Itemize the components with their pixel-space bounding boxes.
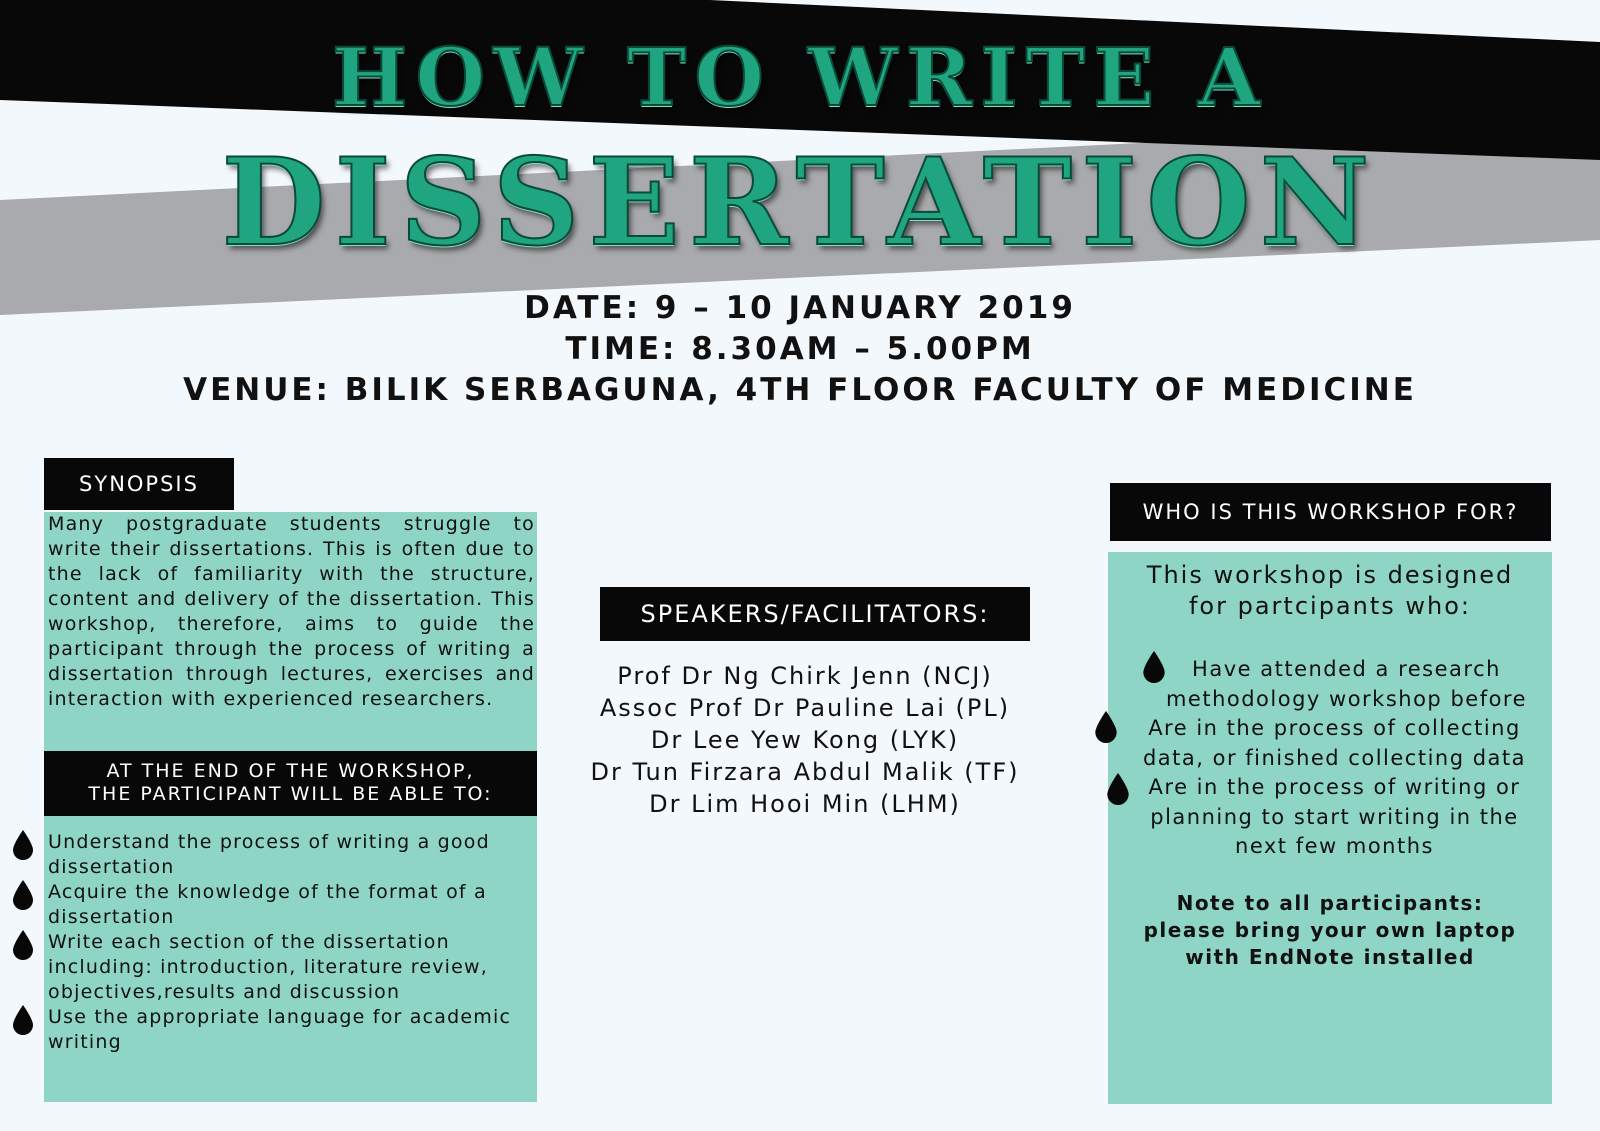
water-drop-icon xyxy=(12,1005,34,1035)
speaker-item: Prof Dr Ng Chirk Jenn (NCJ) xyxy=(617,662,993,690)
title-line-1: HOW TO WRITE A xyxy=(331,30,1269,124)
title-line-2: DISSERTATION xyxy=(221,132,1379,273)
synopsis-heading: SYNOPSIS xyxy=(44,458,234,510)
outcome-text: Acquire the knowledge of the format of a dissertation xyxy=(48,881,487,928)
audience-item xyxy=(1122,773,1547,862)
outcomes-heading xyxy=(44,751,537,816)
speakers-heading: SPEAKERS/FACILITATORS: xyxy=(600,587,1030,641)
outcome-item xyxy=(48,1005,533,1055)
audience-text: Are in the process of collecting data, or finished collecting data xyxy=(1142,716,1527,770)
speaker-item: Dr Lim Hooi Min (LHM) xyxy=(649,790,961,818)
outcome-text: Write each section of the dissertation including: introduction, literature review, objectives,results and discussion xyxy=(48,931,489,1003)
outcome-item xyxy=(48,930,533,1005)
outcomes-heading-line2: THE PARTICIPANT WILL BE ABLE TO: xyxy=(88,783,493,805)
audience-item xyxy=(1122,714,1547,773)
note-line2: please bring your own laptop xyxy=(1143,918,1517,942)
audience-text: Are in the process of writing or planning to start writing in the next few months xyxy=(1148,775,1521,858)
event-venue: VENUE: BILIK SERBAGUNA, 4TH FLOOR FACULTY OF MEDICINE xyxy=(183,372,1417,408)
outcome-list xyxy=(48,830,533,1055)
participant-note xyxy=(1108,890,1552,971)
outcomes-heading-line1: AT THE END OF THE WORKSHOP, xyxy=(106,760,475,782)
audience-item xyxy=(1122,655,1547,714)
outcome-text: Use the appropriate language for academic writing xyxy=(48,1006,512,1053)
audience-intro xyxy=(1108,560,1552,622)
audience-heading: WHO IS THIS WORKSHOP FOR? xyxy=(1110,483,1551,541)
audience-text: Have attended a research methodology workshop before xyxy=(1165,657,1528,711)
audience-list xyxy=(1122,655,1547,862)
note-line1: Note to all participants: xyxy=(1176,891,1484,915)
outcome-item xyxy=(48,880,533,930)
speaker-item: Dr Lee Yew Kong (LYK) xyxy=(650,726,960,754)
water-drop-icon xyxy=(1094,711,1118,743)
event-date: DATE: 9 – 10 JANUARY 2019 xyxy=(524,290,1076,326)
note-line3: with EndNote installed xyxy=(1185,945,1475,969)
synopsis-text: Many postgraduate students struggle to write their dissertations. This is often due to the lack of familiarity with the structure, content and delivery of the dissertation. This workshop, therefore, aims to guide the participant through the process of writing a dissertation through lectures, exercises and interaction with experienced researchers. xyxy=(48,513,535,710)
water-drop-icon xyxy=(12,930,34,960)
audience-intro-line1: This workshop is designed xyxy=(1146,561,1514,589)
audience-intro-line2: for partcipants who: xyxy=(1188,592,1471,620)
water-drop-icon xyxy=(1142,651,1166,683)
outcome-item xyxy=(48,830,533,880)
water-drop-icon xyxy=(1106,773,1130,805)
outcome-text: Understand the process of writing a good dissertation xyxy=(48,831,490,878)
water-drop-icon xyxy=(12,830,34,860)
speaker-list xyxy=(560,660,1050,820)
event-time: TIME: 8.30AM – 5.00PM xyxy=(565,331,1035,367)
speaker-item: Dr Tun Firzara Abdul Malik (TF) xyxy=(590,758,1020,786)
water-drop-icon xyxy=(12,880,34,910)
speaker-item: Assoc Prof Dr Pauline Lai (PL) xyxy=(599,694,1011,722)
